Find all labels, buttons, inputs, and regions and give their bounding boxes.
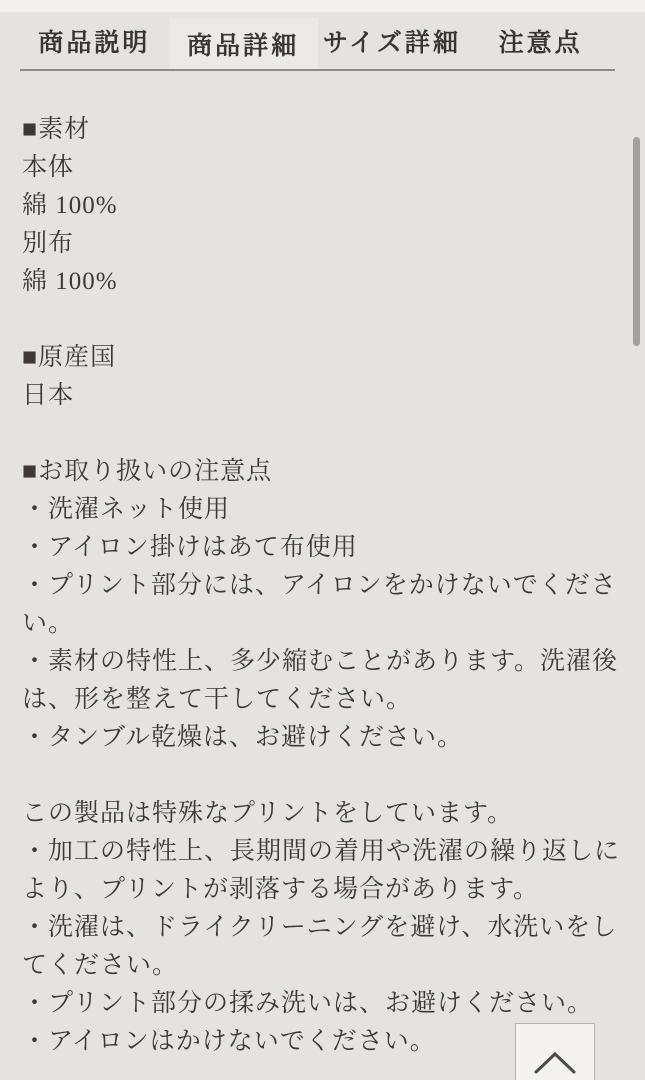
section-handling-cautions [22, 453, 622, 757]
text-line: 綿 100% [22, 192, 118, 219]
bullet-line: ・アイロン掛けはあて布使用 [22, 534, 358, 561]
tab-product-details[interactable]: 商品詳細 [169, 18, 318, 69]
bullet-line: ・アイロンはかけないでください。 [22, 1028, 436, 1055]
scrollbar-thumb[interactable] [633, 137, 640, 346]
bullet-line: ・タンブル乾燥は、お避けください。 [22, 724, 464, 751]
text-line: 日本 [22, 382, 75, 409]
tab-cautions[interactable]: 注意点 [498, 29, 583, 57]
section-heading: ■お取り扱いの注意点 [22, 458, 273, 485]
section-country-of-origin [22, 339, 622, 415]
bullet-line: ・加工の特性上、長期間の着用や洗濯の繰り返しにより、プリントが剥落する場合があります。 [22, 838, 621, 903]
section-heading: ■原産国 [22, 344, 117, 371]
back-to-top-button[interactable] [515, 1023, 595, 1080]
section-material [22, 111, 622, 301]
section-print-notice [22, 795, 622, 1061]
section-heading: この製品は特殊なプリントをしています。 [22, 800, 514, 827]
text-line: 本体 [22, 154, 75, 181]
bullet-line: ・洗濯は、ドライクリーニングを避け、水洗いをしてください。 [22, 914, 618, 979]
bullet-line: ・プリント部分の揉み洗いは、お避けください。 [22, 990, 594, 1017]
product-details-content [0, 71, 645, 1061]
bullet-line: ・プリント部分には、アイロンをかけないでください。 [22, 572, 617, 637]
tab-product-description[interactable]: 商品説明 [38, 29, 151, 57]
text-line: 綿 100% [22, 268, 118, 295]
section-heading: ■素材 [22, 116, 91, 143]
bullet-line: ・素材の特性上、多少縮むことがあります。洗濯後は、形を整えて干してください。 [22, 648, 619, 713]
chevron-up-icon [533, 1051, 577, 1075]
bullet-line: ・洗濯ネット使用 [22, 496, 231, 523]
tab-size-details[interactable]: サイズ詳細 [322, 29, 461, 57]
text-line: 別布 [22, 230, 75, 257]
tab-bar [20, 12, 615, 69]
top-strip [0, 0, 645, 12]
